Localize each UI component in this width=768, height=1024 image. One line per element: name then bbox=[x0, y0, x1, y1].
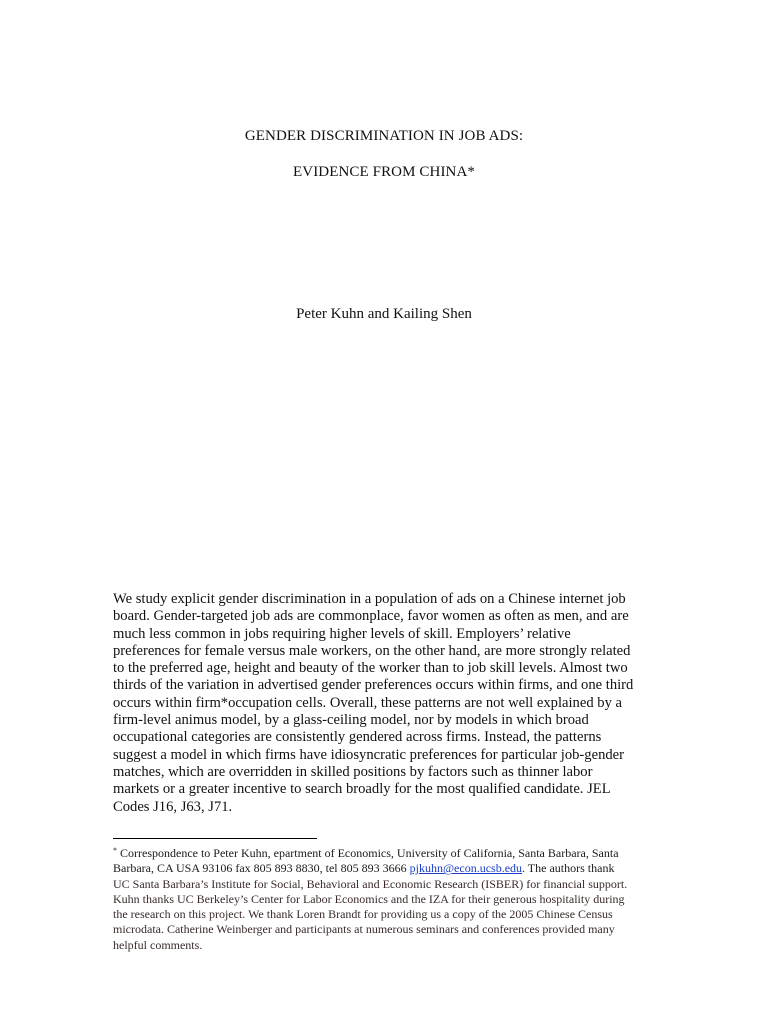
abstract-line: board. Gender-targeted job ads are commonplace, favor women as often as men, and are bbox=[113, 608, 629, 625]
footnote-line: the research on this project. We thank Loren Brandt for providing us a copy of the 2005 Chinese Census bbox=[113, 907, 613, 922]
footnote-text: . The authors thank bbox=[522, 861, 615, 876]
footnote-line: Kuhn thanks UC Berkeley’s Center for Labor Economics and the IZA for their generous hospitality during bbox=[113, 891, 625, 906]
footnote-divider bbox=[113, 838, 317, 839]
footnote-line: helpful comments. bbox=[113, 937, 203, 952]
abstract-line: occupational categories are consistently gendered across firms. Instead, the patterns bbox=[113, 729, 602, 746]
abstract-line: markets or a greater incentive to search broadly for the most qualified candidate. JEL bbox=[113, 781, 611, 798]
footnote-line: UC Santa Barbara’s Institute for Social, Behavioral and Economic Research (ISBER) for financial support. bbox=[113, 876, 628, 891]
abstract-line: occurs within firm*occupation cells. Overall, these patterns are not well explained by a bbox=[113, 694, 622, 711]
footnote-line bbox=[113, 861, 658, 876]
footnote bbox=[113, 843, 658, 953]
paper-title-line-2: EVIDENCE FROM CHINA* bbox=[293, 164, 475, 180]
abstract-line: We study explicit gender discrimination in a population of ads on a Chinese internet job bbox=[113, 591, 626, 607]
paper-title-line-1: GENDER DISCRIMINATION IN JOB ADS: bbox=[244, 128, 524, 144]
abstract-line: matches, which are overridden in skilled positions by factors such as thinner labor bbox=[113, 763, 593, 780]
authors: Peter Kuhn and Kailing Shen bbox=[296, 306, 472, 322]
abstract-line: much less common in jobs requiring higher levels of skill. Employers’ relative bbox=[113, 625, 571, 642]
email-link[interactable]: pjkuhn@econ.ucsb.edu bbox=[409, 861, 523, 876]
abstract-line: preferences for female versus male workers, on the other hand, are more strongly related bbox=[113, 642, 631, 659]
abstract-line: firm-level animus model, by a glass-ceiling model, nor by models in which broad bbox=[113, 712, 589, 729]
abstract-line: to the preferred age, height and beauty of the worker than to job skill levels. Almost two bbox=[113, 660, 628, 677]
abstract-line: thirds of the variation in advertised gender preferences occurs within firms, and one third bbox=[113, 677, 634, 694]
footnote-line: microdata. Catherine Weinberger and participants at numerous seminars and conferences provided many bbox=[113, 922, 615, 937]
footnote-text: Barbara, CA USA 93106 fax 805 893 8830, tel 805 893 3666 bbox=[113, 861, 410, 876]
footnote-line bbox=[113, 843, 658, 861]
abstract-line: Codes J16, J63, J71. bbox=[113, 798, 233, 815]
footnote-text: Correspondence to Peter Kuhn, epartment of Economics, University of California, Santa Barbara, Santa bbox=[117, 846, 619, 860]
footnote-marker: * bbox=[113, 846, 117, 855]
abstract-line: suggest a model in which firms have idiosyncratic preferences for particular job-gender bbox=[113, 746, 624, 763]
abstract bbox=[113, 591, 653, 816]
